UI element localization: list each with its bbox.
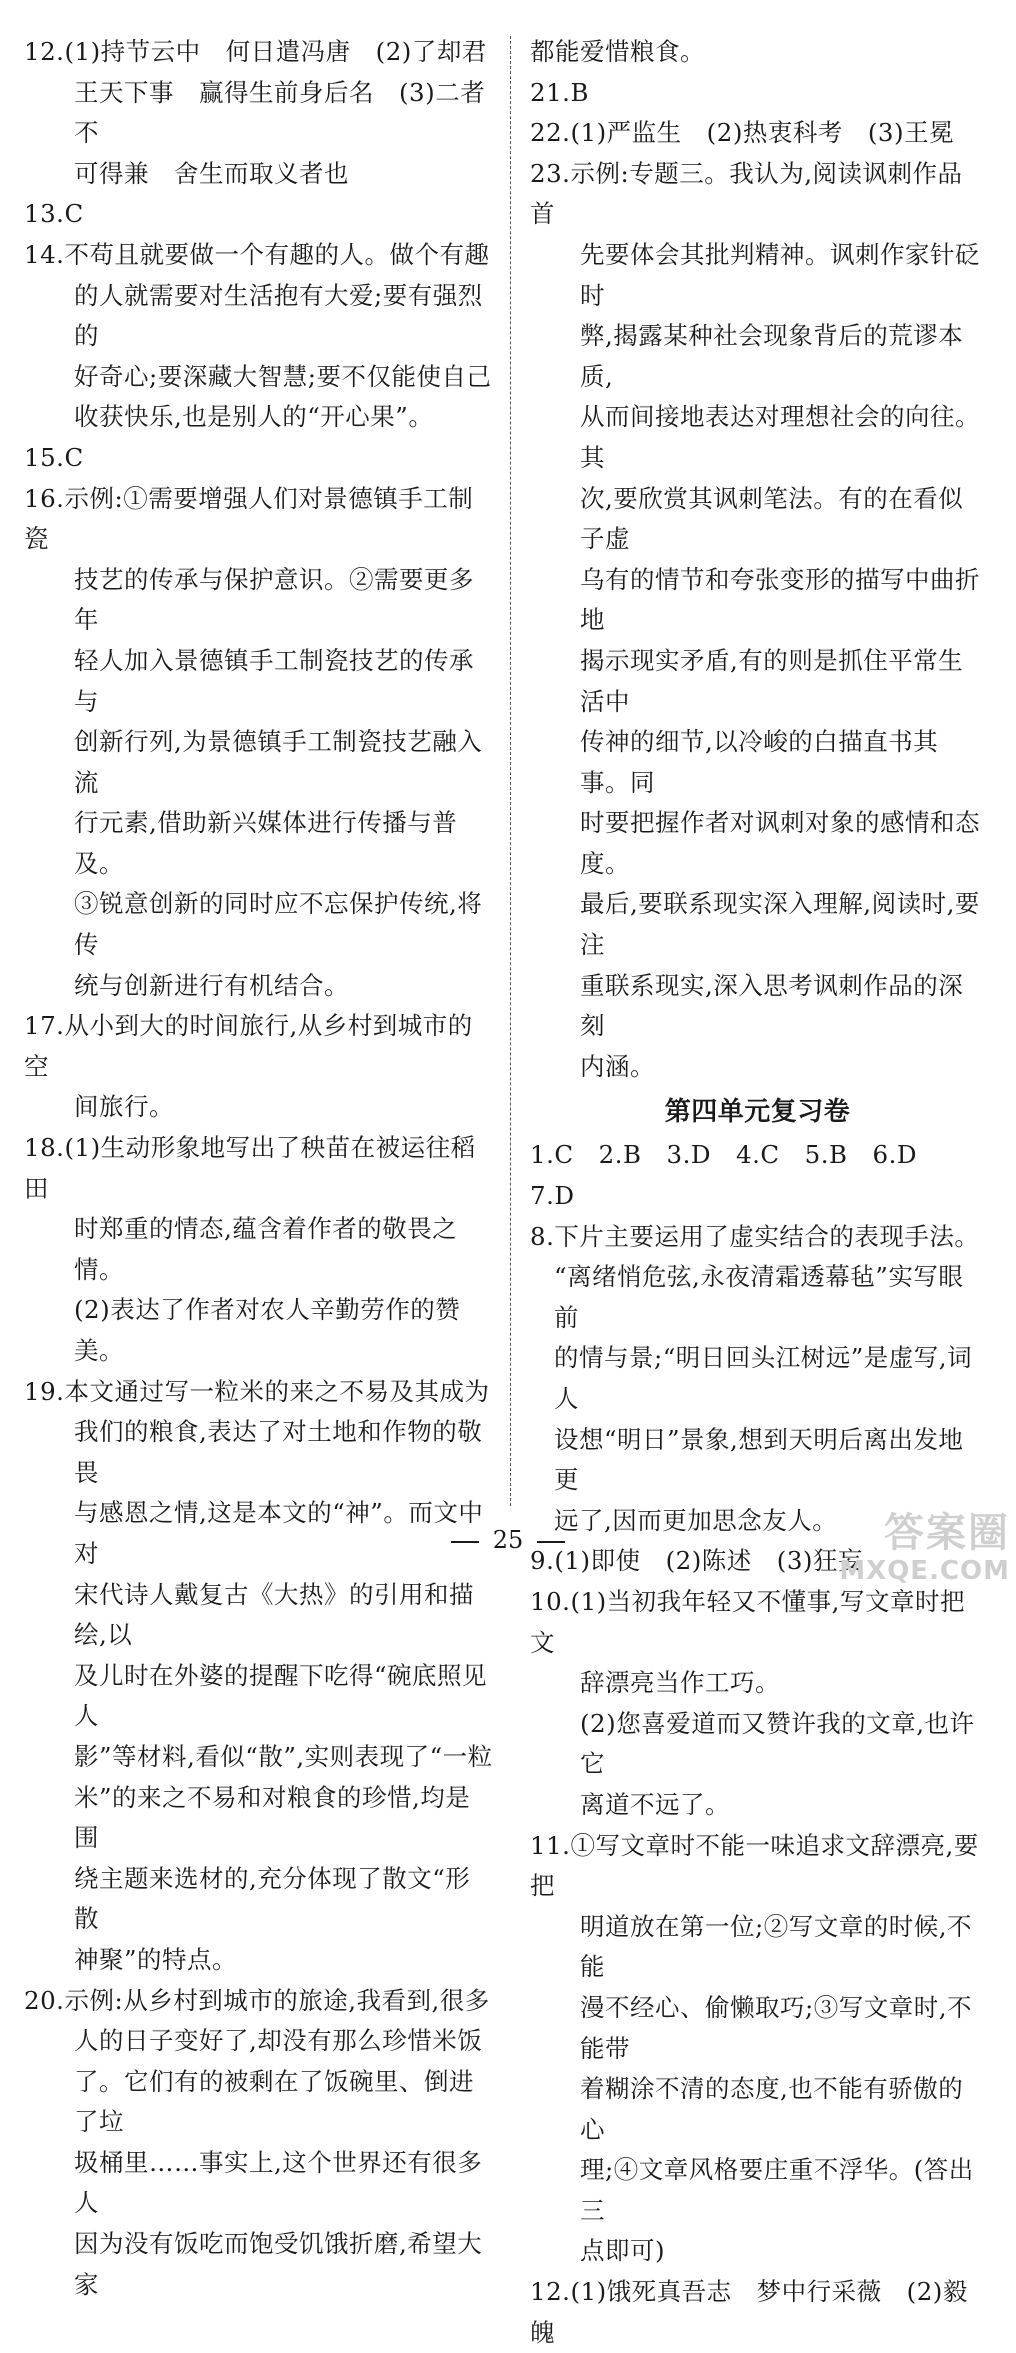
answer-line: 次,要欣赏其讽刺笔法。有的在看似子虚 bbox=[580, 483, 964, 554]
answer-line-first: 15.C bbox=[24, 442, 84, 472]
page-number-text: 25 bbox=[492, 1526, 524, 1554]
answer-line: (2)表达了作者对农人辛勤劳作的赞美。 bbox=[74, 1295, 461, 1365]
answer-line: 的情与景;“明日回头江树远”是虚写,词人 bbox=[554, 1343, 973, 1413]
answer-line: 王天下事 赢得生前身后名 (3)二者不 bbox=[74, 77, 486, 148]
answer-line: 从而间接地表达对理想社会的向往。其 bbox=[580, 402, 980, 472]
answer-line: 人的日子变好了,却没有那么珍惜米饭 bbox=[74, 2026, 483, 2056]
answer-item bbox=[530, 32, 985, 73]
answer-item bbox=[24, 1372, 494, 1981]
answer-line: 揭示现实矛盾,有的则是抓住平常生活中 bbox=[580, 645, 964, 716]
answer-line: 漫不经心、偷懒取巧;③写文章时,不能带 bbox=[580, 1992, 973, 2063]
answer-item bbox=[24, 1006, 494, 1128]
answer-line: 最后,要联系现实深入理解,阅读时,要注 bbox=[580, 889, 980, 960]
answer-line-first: 12.(1)饿死真吾志 梦中行采薇 (2)毅魄 bbox=[530, 2277, 968, 2347]
answer-item bbox=[530, 1826, 985, 2273]
answer-line: 时郑重的情态,蕴含着作者的敬畏之情。 bbox=[74, 1214, 458, 1284]
answer-line: 重联系现实,深入思考讽刺作品的深刻 bbox=[580, 970, 964, 1041]
answer-item bbox=[530, 1135, 985, 1216]
answer-line: 点即可) bbox=[580, 2236, 666, 2266]
answer-item bbox=[24, 1981, 494, 2306]
answer-line: 内涵。 bbox=[580, 1051, 655, 1081]
answer-line: 先要体会其批判精神。讽刺作家针砭时 bbox=[580, 239, 980, 310]
answer-line: 技艺的传承与保护意识。②需要更多年 bbox=[74, 564, 474, 635]
answer-line: 远了,因而更加思念友人。 bbox=[554, 1505, 838, 1535]
answer-line: 及儿时在外婆的提醒下吃得“碗底照见人 bbox=[74, 1660, 488, 1731]
answer-line: 了。它们有的被剩在了饭碗里、倒进了垃 bbox=[74, 2066, 474, 2137]
answer-item bbox=[530, 2272, 985, 2353]
answer-line-first: 18.(1)生动形象地写出了秧苗在被运往稻田 bbox=[24, 1133, 476, 1203]
answer-line-first: 10.(1)当初我年轻又不懂事,写文章时把文 bbox=[530, 1586, 965, 1657]
answer-line: 传神的细节,以冷峻的白描直书其事。同 bbox=[580, 727, 939, 797]
answer-line-first: 17.从小到大的时间旅行,从乡村到城市的空 bbox=[24, 1011, 473, 1081]
answer-line: 弊,揭露某种社会现象背后的荒谬本质, bbox=[580, 321, 964, 391]
answer-line: 辞漂亮当作工巧。 bbox=[580, 1668, 780, 1698]
watermark-en: MXQE.COM bbox=[839, 1556, 1010, 1586]
answer-line: 宋代诗人戴复古《大热》的引用和描绘,以 bbox=[74, 1579, 474, 1650]
answer-line: 设想“明日”景象,想到天明后离出发地更 bbox=[554, 1424, 964, 1495]
answer-line-first: 9.(1)即使 (2)陈述 (3)狂妄 bbox=[530, 1546, 863, 1576]
answer-line: 轻人加入景德镇手工制瓷技艺的传承与 bbox=[74, 645, 474, 716]
answer-line: 明道放在第一位;②写文章的时候,不能 bbox=[580, 1911, 973, 1982]
answer-item bbox=[24, 438, 494, 479]
answer-line: 好奇心;要深藏大智慧;要不仅能使自己 bbox=[74, 361, 492, 391]
answer-line-first: 21.B bbox=[530, 77, 589, 107]
answer-line-first: 都能爱惜粮食。 bbox=[530, 37, 705, 66]
answer-item bbox=[24, 235, 494, 438]
answer-line: 可得兼 舍生而取义者也 bbox=[74, 158, 349, 188]
answer-item bbox=[24, 1128, 494, 1372]
answer-line: 绕主题来选材的,充分体现了散文“形散 bbox=[74, 1863, 471, 1934]
answer-line: ③锐意创新的同时应不忘保护传统,将传 bbox=[74, 889, 483, 960]
answer-line-first: 19.本文通过写一粒米的来之不易及其成为 bbox=[24, 1376, 490, 1406]
answer-line-first: 23.示例:专题三。我认为,阅读讽刺作品首 bbox=[530, 158, 963, 229]
answer-line: 神聚”的特点。 bbox=[74, 1944, 238, 1974]
answer-item bbox=[530, 1217, 985, 1542]
page-number-dash-right bbox=[537, 1541, 565, 1543]
answer-line-first: 13.C bbox=[24, 199, 84, 229]
answer-line: 与感恩之情,这是本文的“神”。而文中对 bbox=[74, 1498, 484, 1568]
answer-line: 着糊涂不清的态度,也不能有骄傲的心 bbox=[580, 2074, 964, 2144]
answer-line: 离道不远了。 bbox=[580, 1789, 730, 1819]
answer-line-first: 11.①写文章时不能一味追求文辞漂亮,要把 bbox=[530, 1830, 979, 1901]
answer-item bbox=[24, 479, 494, 1007]
answer-item bbox=[530, 154, 985, 1088]
answer-line: (2)您喜爱道而又赞许我的文章,也许它 bbox=[580, 1708, 975, 1779]
answer-line-first: 14.不苟且就要做一个有趣的人。做个有趣 bbox=[24, 239, 490, 269]
watermark-logo bbox=[830, 1510, 1010, 1596]
watermark-cn: 答案圈 bbox=[884, 1510, 1010, 1556]
answer-line-first: 16.示例:①需要增强人们对景德镇手工制瓷 bbox=[24, 483, 474, 554]
answer-item bbox=[530, 73, 985, 114]
answer-line-first: 1.C 2.B 3.D 4.C 5.B 6.D 7.D bbox=[530, 1140, 943, 1211]
answer-item bbox=[530, 1582, 985, 1826]
answer-line: 行元素,借助新兴媒体进行传播与普及。 bbox=[74, 808, 458, 878]
answer-line: 收获快乐,也是别人的“开心果”。 bbox=[74, 402, 434, 432]
answer-line: 我们的粮食,表达了对土地和作物的敬畏 bbox=[74, 1417, 483, 1487]
answer-line: 的人就需要对生活抱有大爱;要有强烈的 bbox=[74, 280, 483, 351]
answer-line: 圾桶里……事实上,这个世界还有很多人 bbox=[74, 2147, 483, 2218]
answer-line-first: 22.(1)严监生 (2)热衷科考 (3)王冕 bbox=[530, 118, 955, 148]
left-column bbox=[24, 32, 494, 2305]
answer-line: 米”的来之不易和对粮食的珍惜,均是围 bbox=[74, 1782, 471, 1853]
answer-item bbox=[24, 194, 494, 235]
answer-line: 因为没有饭吃而饱受饥饿折磨,希望大家 bbox=[74, 2229, 483, 2299]
answer-line: 理;④文章风格要庄重不浮华。(答出三 bbox=[580, 2155, 974, 2225]
page-number-dash-left bbox=[451, 1541, 479, 1543]
answer-line-first: 20.示例:从乡村到城市的旅途,我看到,很多 bbox=[24, 1985, 490, 2015]
answer-line: “离绪悄危弦,永夜清霜透幕毡”实写眼前 bbox=[554, 1262, 964, 1332]
answer-line-first: 12.(1)持节云中 何日遣冯唐 (2)了却君 bbox=[24, 37, 487, 66]
answer-line: 影”等材料,看似“散”,实则表现了“一粒 bbox=[74, 1741, 493, 1771]
answer-line: 时要把握作者对讽刺对象的感情和态度。 bbox=[580, 808, 980, 878]
answer-line: 乌有的情节和夸张变形的描写中曲折地 bbox=[580, 564, 980, 635]
answer-line: 间旅行。 bbox=[74, 1092, 174, 1122]
answer-line: 创新行列,为景德镇手工制瓷技艺融入流 bbox=[74, 727, 483, 797]
answer-line-first: 8.下片主要运用了虚实结合的表现手法。 bbox=[530, 1221, 980, 1251]
answer-item bbox=[24, 32, 494, 194]
answer-item bbox=[530, 113, 985, 154]
answer-line: 统与创新进行有机结合。 bbox=[74, 970, 349, 1000]
section-title: 第四单元复习卷 bbox=[664, 1097, 851, 1128]
right-column bbox=[530, 32, 985, 2353]
column-divider bbox=[510, 36, 511, 1506]
